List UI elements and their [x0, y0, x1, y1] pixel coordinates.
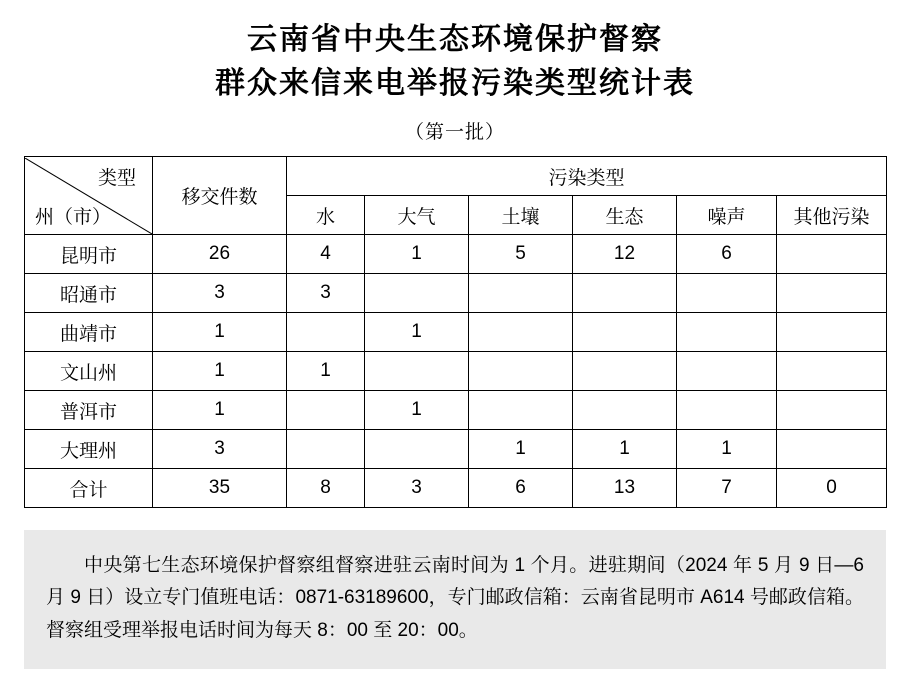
row-other — [777, 274, 887, 313]
row-ecology: 13 — [573, 469, 677, 508]
row-soil — [469, 274, 573, 313]
row-region-label: 文山州 — [25, 352, 153, 391]
row-region-label: 曲靖市 — [25, 313, 153, 352]
row-other — [777, 235, 887, 274]
corner-region-label: 州（市） — [35, 206, 112, 228]
row-region-label: 普洱市 — [25, 391, 153, 430]
row-soil — [469, 313, 573, 352]
row-ecology: 1 — [573, 430, 677, 469]
header-transfer-count: 移交件数 — [153, 157, 287, 235]
row-transfer-count: 1 — [153, 313, 287, 352]
row-air — [365, 430, 469, 469]
row-region-label: 昆明市 — [25, 235, 153, 274]
row-noise: 6 — [677, 235, 777, 274]
row-air — [365, 352, 469, 391]
row-transfer-count: 1 — [153, 391, 287, 430]
row-transfer-count: 35 — [153, 469, 287, 508]
table-row — [25, 235, 887, 274]
header-air: 大气 — [365, 196, 469, 235]
row-water: 8 — [287, 469, 365, 508]
title-block — [24, 0, 886, 105]
table-row — [25, 313, 887, 352]
corner-type-label: 类型 — [97, 167, 136, 189]
row-other — [777, 313, 887, 352]
row-region-label: 合计 — [25, 469, 153, 508]
page-title-line-2: 群众来信来电举报污染类型统计表 — [215, 65, 695, 101]
table-row — [25, 430, 887, 469]
row-soil: 1 — [469, 430, 573, 469]
table-corner-cell — [25, 157, 153, 235]
row-ecology — [573, 313, 677, 352]
row-water: 4 — [287, 235, 365, 274]
row-transfer-count: 1 — [153, 352, 287, 391]
row-other — [777, 430, 887, 469]
row-noise: 1 — [677, 430, 777, 469]
header-pollution-type-group: 污染类型 — [287, 157, 887, 196]
table-row — [25, 391, 887, 430]
row-soil: 6 — [469, 469, 573, 508]
row-noise — [677, 391, 777, 430]
row-ecology — [573, 352, 677, 391]
page-title-line-1: 云南省中央生态环境保护督察 — [247, 22, 663, 57]
row-soil — [469, 391, 573, 430]
row-water — [287, 313, 365, 352]
row-region-label: 昭通市 — [25, 274, 153, 313]
row-air: 1 — [365, 391, 469, 430]
row-transfer-count: 26 — [153, 235, 287, 274]
header-noise: 噪声 — [677, 196, 777, 235]
row-air — [365, 274, 469, 313]
row-soil: 5 — [469, 235, 573, 274]
row-ecology — [573, 274, 677, 313]
row-water: 3 — [287, 274, 365, 313]
row-water — [287, 430, 365, 469]
note-text: 中央第七生态环境保护督察组督察进驻云南时间为 1 个月。进驻期间（2024 年 5 月 9 日—6 月 9 日）设立专门值班电话：0871-63189600，专门邮政信箱：云南省昆明市 A614 号邮政信箱。督察组受理举报电话时间为每天 8：00 至 20：00。 — [46, 555, 864, 641]
row-soil — [469, 352, 573, 391]
row-other — [777, 352, 887, 391]
row-ecology: 12 — [573, 235, 677, 274]
table-total-row — [25, 469, 887, 508]
header-soil: 土壤 — [469, 196, 573, 235]
row-water — [287, 391, 365, 430]
row-noise — [677, 313, 777, 352]
row-transfer-count: 3 — [153, 274, 287, 313]
table-header-row-1 — [25, 157, 887, 196]
table-row — [25, 352, 887, 391]
row-air: 1 — [365, 235, 469, 274]
row-transfer-count: 3 — [153, 430, 287, 469]
header-water: 水 — [287, 196, 365, 235]
row-air: 3 — [365, 469, 469, 508]
page-subtitle: （第一批） — [404, 122, 505, 143]
row-noise — [677, 352, 777, 391]
row-air: 1 — [365, 313, 469, 352]
row-ecology — [573, 391, 677, 430]
header-ecology: 生态 — [573, 196, 677, 235]
note-box — [24, 530, 886, 669]
row-other: 0 — [777, 469, 887, 508]
row-water: 1 — [287, 352, 365, 391]
statistics-table — [24, 156, 887, 508]
row-region-label: 大理州 — [25, 430, 153, 469]
header-other: 其他污染 — [777, 196, 887, 235]
row-noise — [677, 274, 777, 313]
row-other — [777, 391, 887, 430]
row-noise: 7 — [677, 469, 777, 508]
table-row — [25, 274, 887, 313]
